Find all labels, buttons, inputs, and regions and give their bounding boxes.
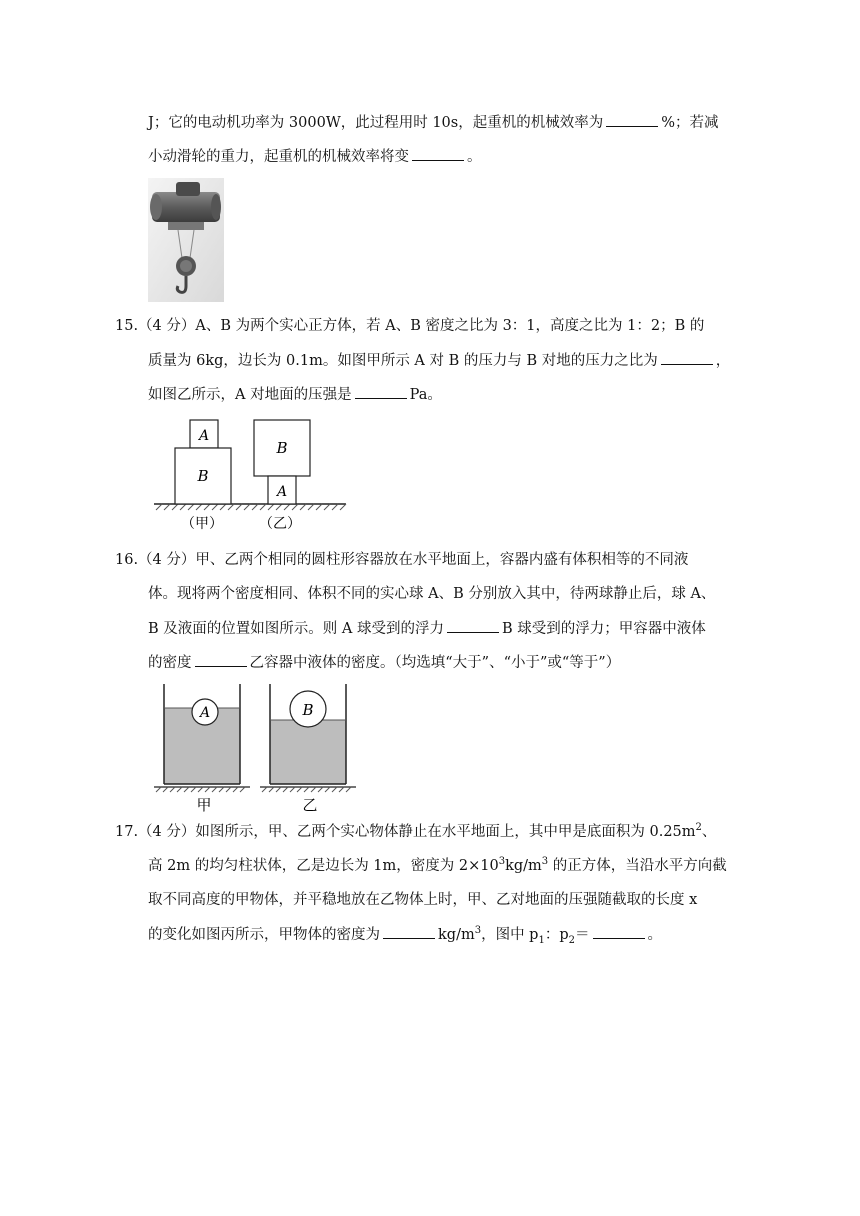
q15-line-2 <box>148 350 730 371</box>
q16-text: 的密度 <box>148 655 192 671</box>
q16-text: 体。现将两个密度相同、体积不同的实心球 A、B 分别放入其中，待两球静止后，球 A、 <box>148 586 716 602</box>
q17-text: kg/m <box>505 858 542 874</box>
answer-blank[interactable] <box>383 924 435 939</box>
label-b: B <box>302 701 314 719</box>
q14-text: J；它的电动机功率为 3000W，此过程用时 10s，起重机的机械效率为 <box>148 115 604 131</box>
caption-yi: （乙） <box>259 516 301 532</box>
caption-jia: （甲） <box>181 516 223 532</box>
q16-text: B 球受到的浮力；甲容器中液体 <box>501 621 706 637</box>
q17-sup: 3 <box>541 856 549 868</box>
q16-text: B 及液面的位置如图所示。则 A 球受到的浮力 <box>148 621 444 637</box>
q17-text: 高 2m 的均匀柱状体，乙是边长为 1m，密度为 2×10 <box>148 858 499 874</box>
q16-text: 乙容器中液体的密度。（均选填“大于”、“小于”或“等于”） <box>249 655 621 671</box>
q16-line-3 <box>148 618 706 639</box>
q15-line-3 <box>148 384 442 405</box>
label-a: A <box>199 705 211 721</box>
q17-sub: 1 <box>538 934 545 946</box>
caption-yi: 乙 <box>302 796 318 814</box>
answer-blank[interactable] <box>195 652 247 667</box>
q17-text: 。 <box>647 927 663 943</box>
label-b: B <box>276 439 288 457</box>
q17-text: ＝ <box>575 927 590 943</box>
q17-text: kg/m <box>438 927 475 943</box>
answer-blank[interactable] <box>661 350 713 365</box>
q17-text: 、 <box>701 824 717 840</box>
q17-text: ，图中 p <box>481 927 539 943</box>
label-a: A <box>198 428 210 444</box>
q15-text: 如图乙所示，A 对地面的压强是 <box>148 387 352 403</box>
q17-sup: 3 <box>474 925 482 937</box>
q17-line-1 <box>115 822 716 842</box>
q15-line-1 <box>115 316 704 336</box>
q17-text: 17.（4 分）如图所示，甲、乙两个实心物体静止在水平地面上，其中甲是底面积为 0.25m <box>115 824 696 840</box>
q17-sub: 2 <box>568 934 576 946</box>
answer-blank[interactable] <box>593 924 645 939</box>
q17-sup: 3 <box>498 856 506 868</box>
q14-text: 。 <box>467 149 482 165</box>
q17-text: 的正方体，当沿水平方向截 <box>548 858 727 874</box>
q15-text: 质量为 6kg，边长为 0.1m。如图甲所示 A 对 B 的压力与 B 对地的压力之比为 <box>148 353 658 369</box>
q17-text: ：p <box>544 927 569 943</box>
q17-line-2 <box>148 856 727 876</box>
q14-line-2 <box>148 146 482 167</box>
q16-line-2 <box>148 584 715 604</box>
q17-sup: 2 <box>695 822 702 834</box>
answer-blank[interactable] <box>606 112 658 127</box>
answer-blank[interactable] <box>412 146 464 161</box>
q14-text: 小动滑轮的重力，起重机的机械效率将变 <box>148 149 409 165</box>
caption-jia: 甲 <box>196 796 212 814</box>
q15-blocks-figure <box>150 414 350 534</box>
q14-text: %；若减 <box>661 115 719 131</box>
answer-blank[interactable] <box>447 618 499 633</box>
answer-blank[interactable] <box>355 384 407 399</box>
q15-text: 15.（4 分）A、B 为两个实心正方体，若 A、B 密度之比为 3：1，高度之比为 1：2；B 的 <box>115 318 705 334</box>
q17-text: 取不同高度的甲物体，并平稳地放在乙物体上时，甲、乙对地面的压强随截取的长度 x <box>148 892 698 908</box>
q16-containers-figure <box>150 684 360 814</box>
q16-text: 16.（4 分）甲、乙两个相同的圆柱形容器放在水平地面上，容器内盛有体积相等的不同液 <box>115 552 689 568</box>
q15-text: ， <box>715 353 731 369</box>
q15-text: Pa。 <box>409 387 442 403</box>
label-a: A <box>276 484 288 500</box>
q14-line-1 <box>148 112 719 133</box>
q17-line-3 <box>148 890 697 910</box>
q16-line-1 <box>115 550 688 570</box>
q16-line-4 <box>148 652 620 673</box>
crane-hoist-image <box>148 178 224 302</box>
label-b: B <box>197 467 209 485</box>
q17-line-4 <box>148 924 662 945</box>
q17-text: 的变化如图丙所示，甲物体的密度为 <box>148 927 380 943</box>
